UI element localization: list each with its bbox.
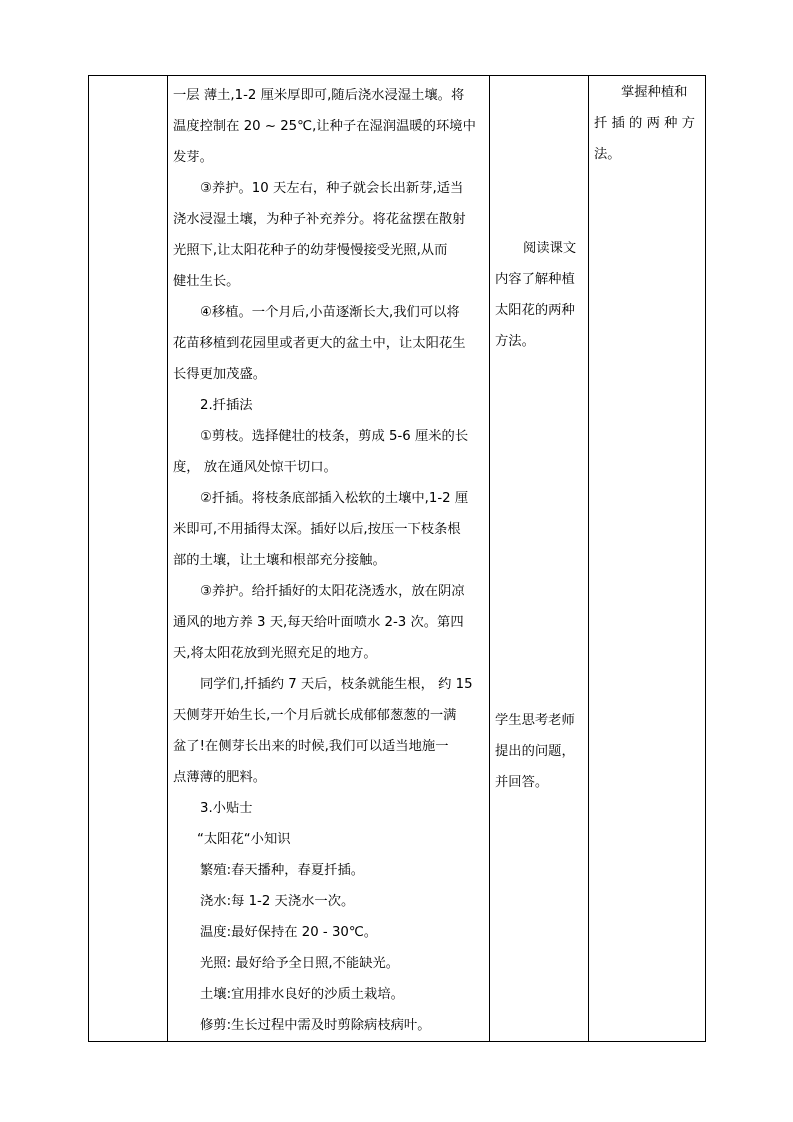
content-line: 天,将太阳花放到光照充足的地方。 — [173, 646, 377, 661]
content-line: ③养护。给扦插好的太阳花浇透水，放在阴凉 — [200, 584, 465, 599]
activity-line: 内容了解种植 — [495, 272, 575, 287]
content-line: 部的土壤，让土壤和根部充分接触。 — [173, 553, 386, 568]
section-heading: 2.扦插法 — [200, 398, 253, 413]
column-divider-2 — [489, 75, 490, 1042]
activity-line: 学生思考老师 — [495, 713, 575, 728]
teaching-content-cell — [168, 75, 489, 1041]
content-line: 长得更加茂盛。 — [173, 367, 267, 382]
content-line: 度， 放在通风处惊干切口。 — [173, 460, 337, 475]
content-line: ②扦插。将枝条底部插入松软的土壤中,1-2 厘 — [200, 491, 469, 506]
tip-line: 浇水:每 1-2 天浇水一次。 — [200, 894, 355, 909]
content-line: 点薄薄的肥料。 — [173, 770, 267, 785]
goal-line: 法。 — [594, 147, 621, 162]
activity-line: 提出的问题， — [495, 744, 575, 759]
content-line: ④移植。一个月后,小苗逐渐长大,我们可以将 — [200, 305, 460, 320]
activity-line: 阅读课文 — [523, 241, 577, 256]
content-line: 温度控制在 20 ~ 25℃,让种子在湿润温暖的环境中 — [173, 119, 476, 134]
goal-line: 扦 插 的 两 种 方 — [594, 116, 695, 131]
content-line: 通风的地方养 3 天,每天给叶面喷水 2-3 次。第四 — [173, 615, 464, 630]
activity-line: 方法。 — [495, 334, 535, 349]
column-divider-3 — [588, 75, 589, 1042]
content-line: 发芽。 — [173, 150, 213, 165]
tips-title: “太阳花“小知识 — [197, 832, 291, 847]
activity-line: 太阳花的两种 — [495, 303, 575, 318]
content-line: 同学们,扦插约 7 天后，枝条就能生根， 约 15 — [200, 677, 473, 692]
tip-line: 修剪:生长过程中需及时剪除病枝病叶。 — [200, 1018, 431, 1033]
tip-line: 繁殖:春天播种，春夏扦插。 — [200, 863, 365, 878]
content-line: 天侧芽开始生长,一个月后就长成郁郁葱葱的一满 — [173, 708, 457, 723]
content-line: 米即可,不用插得太深。插好以后,按压一下枝条根 — [173, 522, 461, 537]
tip-line: 温度:最好保持在 20 - 30℃。 — [200, 925, 378, 940]
tip-line: 光照: 最好给予全日照,不能缺光。 — [200, 956, 400, 971]
content-line: 浇水浸湿土壤，为种子补充养分。将花盆摆在散射 — [173, 212, 466, 227]
content-line: 一层 薄土,1-2 厘米厚即可,随后浇水浸湿土壤。将 — [173, 88, 465, 103]
content-line: 盆了!在侧芽长出来的时候,我们可以适当地施一 — [173, 739, 449, 754]
goal-line: 掌握种植和 — [621, 85, 688, 100]
content-line: ①剪枝。选择健壮的枝条，剪成 5-6 厘米的长 — [200, 429, 469, 444]
content-line: 光照下,让太阳花种子的幼芽慢慢接受光照,从而 — [173, 243, 448, 258]
tip-line: 土壤:宜用排水良好的沙质土栽培。 — [200, 987, 404, 1002]
content-line: ③养护。10 天左右，种子就会长出新芽,适当 — [200, 181, 464, 196]
content-line: 健壮生长。 — [173, 274, 240, 289]
activity-line: 并回答。 — [495, 775, 549, 790]
content-line: 花苗移植到花园里或者更大的盆土中，让太阳花生 — [173, 336, 466, 351]
section-heading: 3.小贴士 — [200, 801, 253, 816]
